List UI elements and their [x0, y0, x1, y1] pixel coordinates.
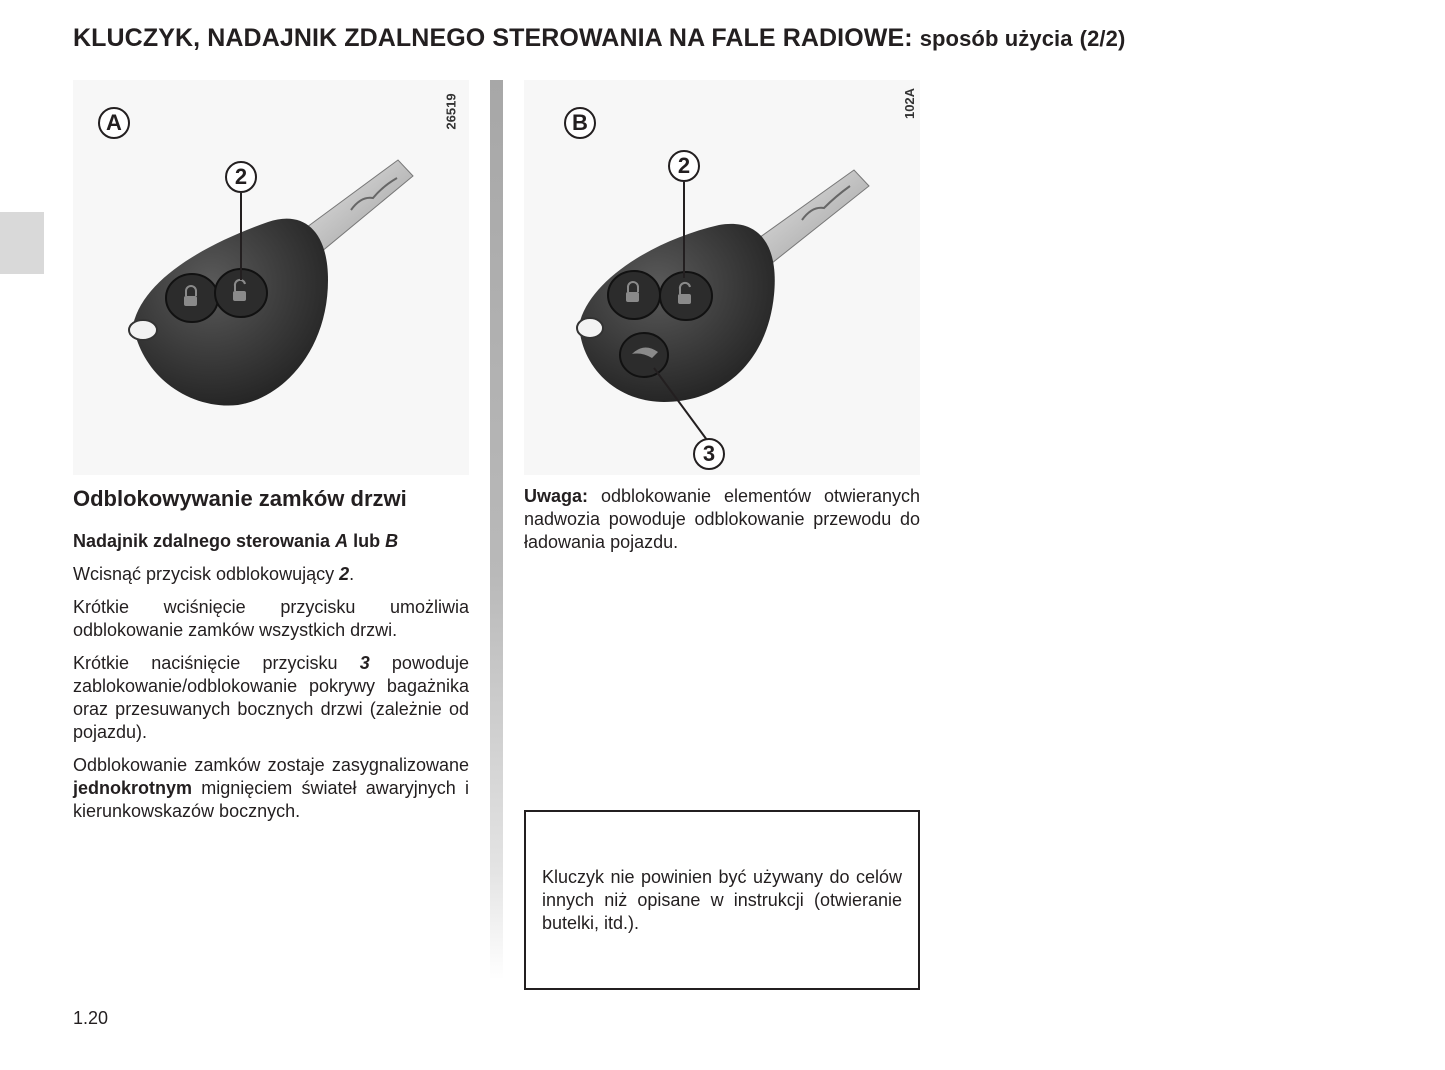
key-illustration-two-buttons [73, 80, 469, 475]
p4-pre: Odblokowanie zamków zostaje zasygnalizowane [73, 755, 469, 775]
subheading-ref-b: B [385, 531, 399, 551]
p4-bold: jednokrotnym [73, 778, 193, 798]
note-text: odblokowanie elementów otwieranych nadwozia powoduje odblokowanie przewodu do ładowania pojazdu. [524, 486, 920, 552]
subheading-or: lub [353, 531, 381, 551]
paragraph-4 [73, 754, 469, 823]
subheading [73, 530, 469, 553]
p3-pre: Krótkie naciśnięcie przycisku [73, 653, 338, 673]
p3-post: powoduje zablokowanie/odblokowanie pokrywy bagażnika oraz przesuwanych bocznych drzwi (zależnie od pojazdu). [73, 653, 469, 742]
paragraph-1: Wcisnąć przycisk odblokowujący 2. [73, 564, 355, 584]
figure-code: 102A [902, 87, 918, 120]
p1-ref: 2 [339, 564, 350, 584]
figure-label-b: B [564, 107, 596, 139]
paragraph-3 [73, 652, 469, 744]
section-heading: Odblokowywanie zamków drzwi [73, 486, 407, 511]
warning-text: Kluczyk nie powinien być używany do celów innych niż opisane w instrukcji (otwieranie butelki, itd.). [542, 867, 902, 933]
figure-label-a: A [98, 107, 130, 139]
callout-2: 2 [225, 161, 257, 193]
figure-a [73, 80, 469, 475]
callout-2: 2 [668, 150, 700, 182]
title-sub: sposób użycia [919, 26, 1073, 51]
p1-text: Wcisnąć przycisk odblokowujący [73, 564, 335, 584]
key-illustration-three-buttons [524, 80, 920, 475]
figure-code: 26519 [443, 93, 459, 130]
note-label: Uwaga: [524, 486, 589, 506]
column-divider [490, 80, 503, 980]
p3-ref: 3 [359, 653, 370, 673]
chapter-tab [0, 212, 44, 274]
right-column [524, 485, 920, 564]
p4-post: mignięciem świateł awaryjnych i kierunkowskazów bocznych. [73, 778, 469, 821]
figure-b [524, 80, 920, 475]
subheading-text: Nadajnik zdalnego sterowania [73, 531, 331, 551]
page-title [73, 24, 1373, 53]
title-main: KLUCZYK, NADAJNIK ZDALNEGO STEROWANIA NA FALE RADIOWE: [73, 24, 913, 52]
warning-box [524, 810, 920, 990]
note-paragraph [524, 485, 920, 554]
page-number: 1.20 [73, 1008, 109, 1028]
title-page-indicator: (2/2) [1079, 26, 1126, 51]
left-column [73, 485, 469, 833]
subheading-ref-a: A [335, 531, 349, 551]
callout-3: 3 [693, 438, 725, 470]
paragraph-2: Krótkie wciśnięcie przycisku umożliwia odblokowanie zamków wszystkich drzwi. [73, 597, 469, 640]
